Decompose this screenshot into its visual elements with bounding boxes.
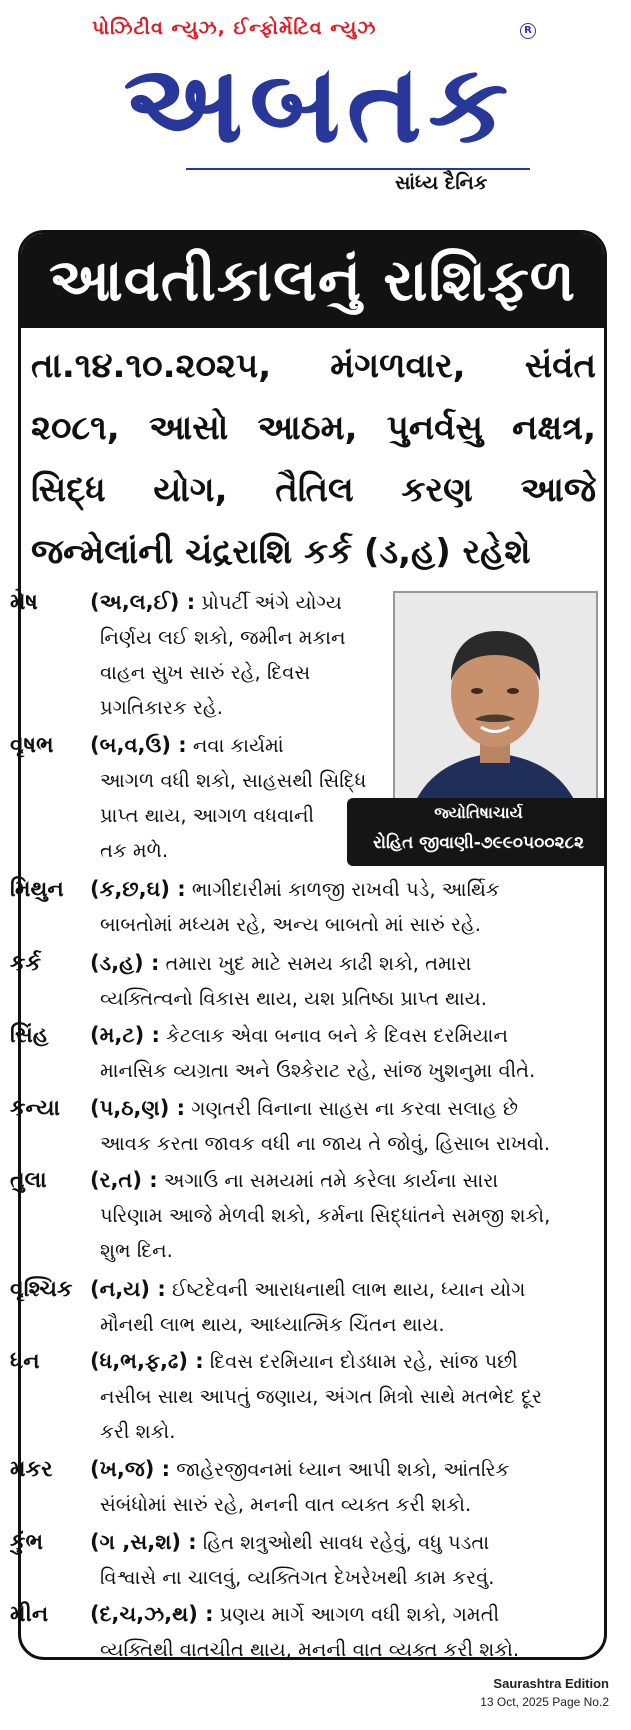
zodiac-text: જાહેરજીવનમાં ધ્યાન આપી શકો, આંતરિક (176, 1458, 510, 1481)
zodiac-first-line (10, 1344, 542, 1379)
zodiac-entry-sinh (10, 1018, 535, 1088)
zodiac-name: કુંભ (10, 1530, 44, 1555)
zodiac-text: ગણતરી વિનાના સાહસ ના કરવા સલાહ છે (191, 1097, 518, 1120)
edition-type: સાંધ્ય દૈનિક (395, 172, 488, 194)
zodiac-text: પરિણામ આજે મેળવી શકો, કર્મના સિદ્ધાંતને સમજી શકો, (100, 1204, 551, 1227)
intro-line: સિદ્ધ યોગ, તૈતિલ કરણ આજે (31, 470, 596, 510)
zodiac-name: કર્ક (10, 951, 42, 976)
logo-underline (186, 168, 530, 170)
zodiac-letters: (ન,ય) : (90, 1277, 166, 1301)
zodiac-text: નસીબ સાથ આપતું જણાય, અંગત મિત્રો સાથે મતભેદ દૂર (100, 1385, 542, 1408)
intro-line: તા.૧૪.૧૦.૨૦૨૫, મંગળવાર, સંવંત (31, 346, 596, 386)
zodiac-entry-tula (10, 1163, 550, 1268)
zodiac-text: મૌનથી લાભ થાય, આધ્યાત્મિક ચિંતન થાય. (100, 1313, 445, 1336)
zodiac-text: બાબતોમાં મધ્યમ રહે, અન્ય બાબતો માં સારું રહે. (100, 913, 481, 936)
intro-line: જન્મેલાંની ચંદ્રરાશિ કર્ક (ડ,હ) રહેશે (31, 532, 531, 572)
zodiac-name: મીન (10, 1602, 49, 1627)
zodiac-letters: (ધ,ભ,ફ,ઢ) : (90, 1349, 204, 1373)
zodiac-letters: (બ,વ,ઉ) : (90, 733, 187, 757)
astrologer-caption (347, 798, 607, 866)
masthead-tagline: પોઝિટીવ ન્યુઝ, ઈન્ફોર્મેટિવ ન્યુઝ (92, 17, 377, 39)
zodiac-letters: (ખ,જ) : (90, 1457, 171, 1481)
zodiac-letters: (ગ ,સ,શ) : (90, 1530, 197, 1554)
zodiac-first-line (10, 872, 500, 907)
date-intro (31, 335, 596, 583)
zodiac-text: તક મળે. (100, 839, 169, 862)
zodiac-text: વ્યક્તિથી વાતચીત થાય, મનની વાત વ્યક્ત કરી શકો. (100, 1638, 520, 1661)
astrologer-name-phone: રોહિત જીવાણી-૭૯૯૦૫૦૦૨૮૨ (373, 833, 584, 853)
zodiac-first-line (10, 1597, 519, 1632)
registered-mark-icon: R (520, 23, 536, 39)
zodiac-text: આવક કરતા જાવક વધી ના જાય તે જોવું, હિસાબ રાખવો. (100, 1132, 551, 1155)
zodiac-text: કરી શકો. (100, 1420, 176, 1443)
zodiac-name: મકર (10, 1457, 53, 1482)
intro-line: ૨૦૮૧, આસો આઠમ, પુનર્વસુ નક્ષત્ર, (31, 408, 596, 448)
zodiac-text: વિશ્વાસે ના ચાલવું, વ્યક્તિગત દેખરેખથી કામ કરવું. (100, 1566, 495, 1589)
zodiac-name: વૃશ્ચિક (10, 1277, 73, 1302)
page-footer (480, 1675, 609, 1711)
masthead (0, 0, 631, 215)
zodiac-entry-kanya (10, 1091, 550, 1161)
zodiac-first-line (10, 946, 487, 981)
zodiac-name: મિથુન (10, 877, 64, 902)
zodiac-text: પ્રોપર્ટી અંગે યોગ્ય (201, 591, 342, 614)
zodiac-text: દિવસ દરમિયાન દોડધામ રહે, સાંજ પછી (209, 1350, 518, 1373)
zodiac-letters: (મ,ટ) : (90, 1023, 160, 1047)
zodiac-letters: (પ,ઠ,ણ) : (90, 1096, 186, 1120)
zodiac-first-line (10, 585, 346, 620)
zodiac-name: કન્યા (10, 1096, 60, 1121)
zodiac-text: વાહન સુખ સારું રહે, દિવસ (100, 661, 311, 684)
zodiac-first-line (10, 1018, 535, 1053)
zodiac-letters: (ડ,હ) : (90, 951, 160, 975)
zodiac-entry-dhan (10, 1344, 542, 1449)
edition-label: Saurashtra Edition (493, 1676, 609, 1691)
zodiac-text: હિત શત્રુઓથી સાવધ રહેવું, વધુ પડતા (202, 1531, 490, 1554)
zodiac-entry-mithun (10, 872, 500, 942)
zodiac-text: આગળ વધી શકો, સાહસથી સિદ્ધિ (100, 769, 367, 792)
zodiac-entry-vrushchik (10, 1272, 525, 1342)
zodiac-text: ઈષ્ટદેવની આરાધનાથી લાભ થાય, ધ્યાન યોગ (171, 1278, 526, 1301)
zodiac-text: સંબંધોમાં સારું રહે, મનની વાત વ્યક્ત કરી શકો. (100, 1493, 472, 1516)
date-page-label: 13 Oct, 2025 Page No.2 (480, 1695, 609, 1709)
zodiac-entry-makar (10, 1452, 509, 1522)
zodiac-text: વ્યક્તિત્વનો વિકાસ થાય, યશ પ્રતિષ્ઠા પ્રાપ્ત થાય. (100, 987, 487, 1010)
horoscope-title: આવતીકાલનું રાશિફળ (21, 233, 604, 328)
zodiac-first-line (10, 1091, 550, 1126)
zodiac-entry-meen (10, 1597, 519, 1667)
zodiac-first-line (10, 728, 366, 763)
zodiac-text: કેટલાક એવા બનાવ બને કે દિવસ દરમિયાન (166, 1024, 508, 1047)
zodiac-entry-kark (10, 946, 487, 1016)
newspaper-logo: અબતક (123, 42, 515, 167)
zodiac-text: માનસિક વ્યગ્રતા અને ઉશ્કેરાટ રહે, સાંજ ખુશનુમા વીતે. (100, 1059, 536, 1082)
zodiac-entry-kumbh (10, 1525, 494, 1595)
zodiac-letters: (ક,છ,ઘ) : (90, 877, 186, 901)
zodiac-name: તુલા (10, 1168, 47, 1193)
zodiac-first-line (10, 1452, 509, 1487)
zodiac-letters: (દ,ચ,ઝ,થ) : (90, 1602, 214, 1626)
zodiac-letters: (ર,ત) : (90, 1168, 158, 1192)
zodiac-name: સિંહ (10, 1023, 49, 1048)
zodiac-text: તમારા ખુદ માટે સમય કાઢી શકો, તમારા (165, 952, 472, 975)
zodiac-entry-vrushabh (10, 728, 366, 868)
zodiac-first-line (10, 1525, 494, 1560)
zodiac-first-line (10, 1272, 525, 1307)
zodiac-text: નિર્ણય લઈ શકો, જમીન મકાન (100, 626, 346, 649)
zodiac-text: ભાગીદારીમાં કાળજી રાખવી પડે, આર્થિક (191, 878, 500, 901)
zodiac-text: નવા કાર્યમાં (192, 734, 284, 757)
zodiac-text: શુભ દિન. (100, 1239, 173, 1262)
zodiac-letters: (અ,લ,ઈ) : (90, 590, 196, 614)
zodiac-text: અગાઉ ના સમયમાં તમે કરેલા કાર્યના સારા (163, 1169, 499, 1192)
zodiac-name: વૃષભ (10, 733, 54, 758)
zodiac-name: મેષ (10, 590, 38, 615)
zodiac-text: પ્રણય માર્ગે આગળ વધી શકો, ગમતી (219, 1603, 500, 1626)
zodiac-name: ધન (10, 1349, 40, 1374)
zodiac-text: પ્રાપ્ત થાય, આગળ વધવાની (100, 804, 315, 827)
zodiac-text: પ્રગતિકારક રહે. (100, 696, 223, 719)
astrologer-title: જ્યોતિષાચાર્ય (434, 803, 523, 822)
zodiac-entry-mesh (10, 585, 346, 725)
zodiac-first-line (10, 1163, 550, 1198)
